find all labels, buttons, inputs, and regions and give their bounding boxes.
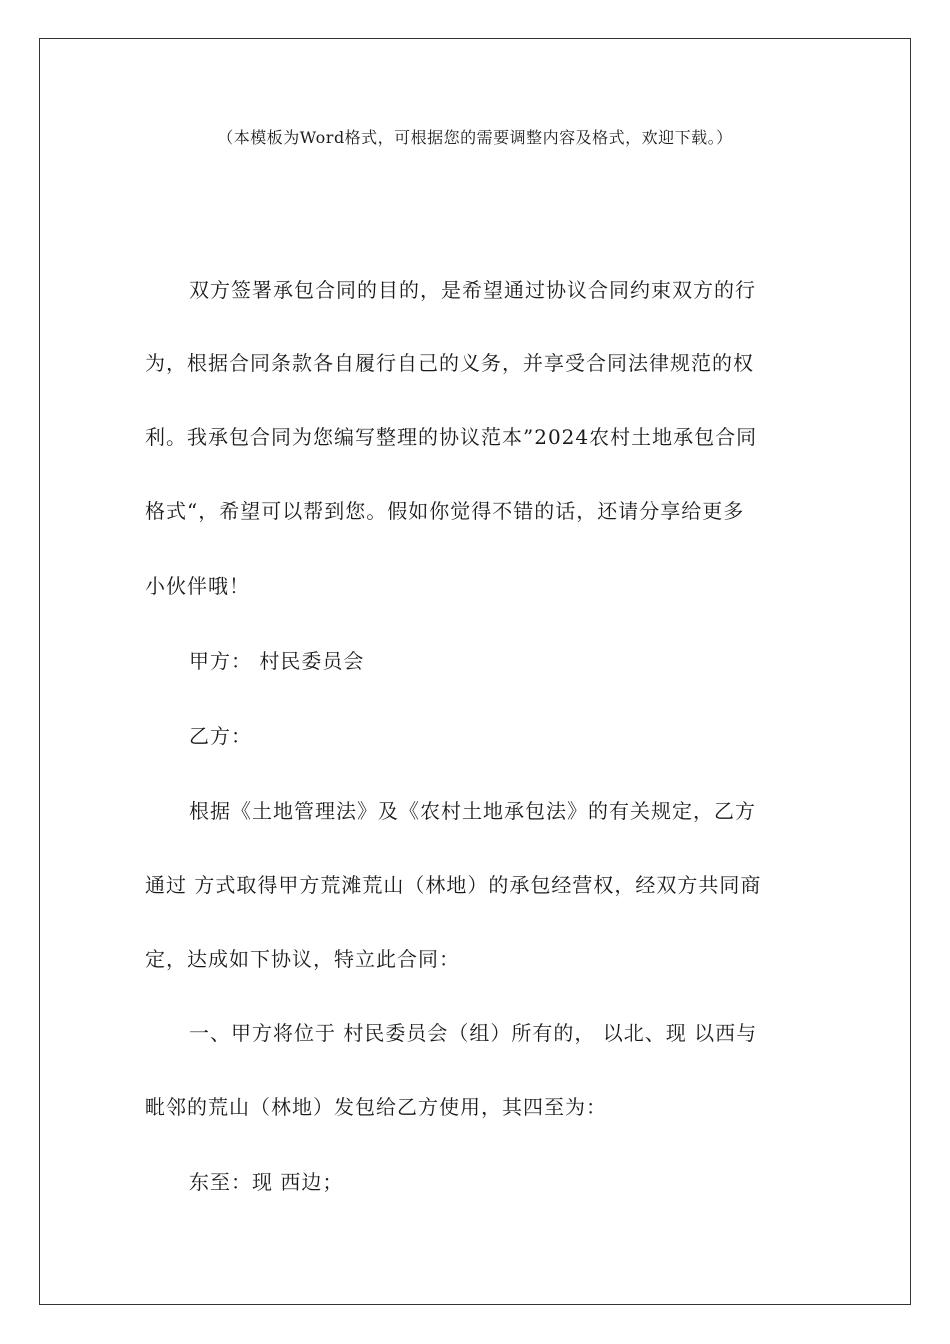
- intro-line-5: 小伙伴哦！: [145, 574, 250, 598]
- intro-line-4: 格式“，希望可以帮到您。假如你觉得不错的话，还请分享给更多: [145, 499, 745, 523]
- clause1-line-2: 毗邻的荒山（林地）发包给乙方使用，其四至为：: [145, 1095, 607, 1119]
- intro-line-3: 利。我承包合同为您编写整理的协议范本”2024农村土地承包合同: [145, 425, 758, 449]
- intro-line-1: 双方签署承包合同的目的，是希望通过协议合同约束双方的行: [189, 278, 756, 302]
- boundary-east-line: 东至：现 西边；: [189, 1170, 344, 1194]
- basis-line-3: 定，达成如下协议，特立此合同：: [145, 947, 460, 971]
- template-note: （本模板为Word格式，可根据您的需要调整内容及格式，欢迎下载。）: [217, 128, 733, 147]
- basis-line-1: 根据《土地管理法》及《农村土地承包法》的有关规定，乙方: [189, 799, 756, 823]
- party-b-line: 乙方：: [189, 724, 252, 748]
- party-a-line: 甲方： 村民委员会: [189, 649, 365, 673]
- clause1-line-1: 一、甲方将位于 村民委员会（组）所有的， 以北、现 以西与: [189, 1021, 758, 1045]
- intro-line-2: 为，根据合同条款各自履行自己的义务，并享受合同法律规范的权: [145, 351, 754, 375]
- basis-line-2: 通过 方式取得甲方荒滩荒山（林地）的承包经营权，经双方共同商: [145, 873, 762, 897]
